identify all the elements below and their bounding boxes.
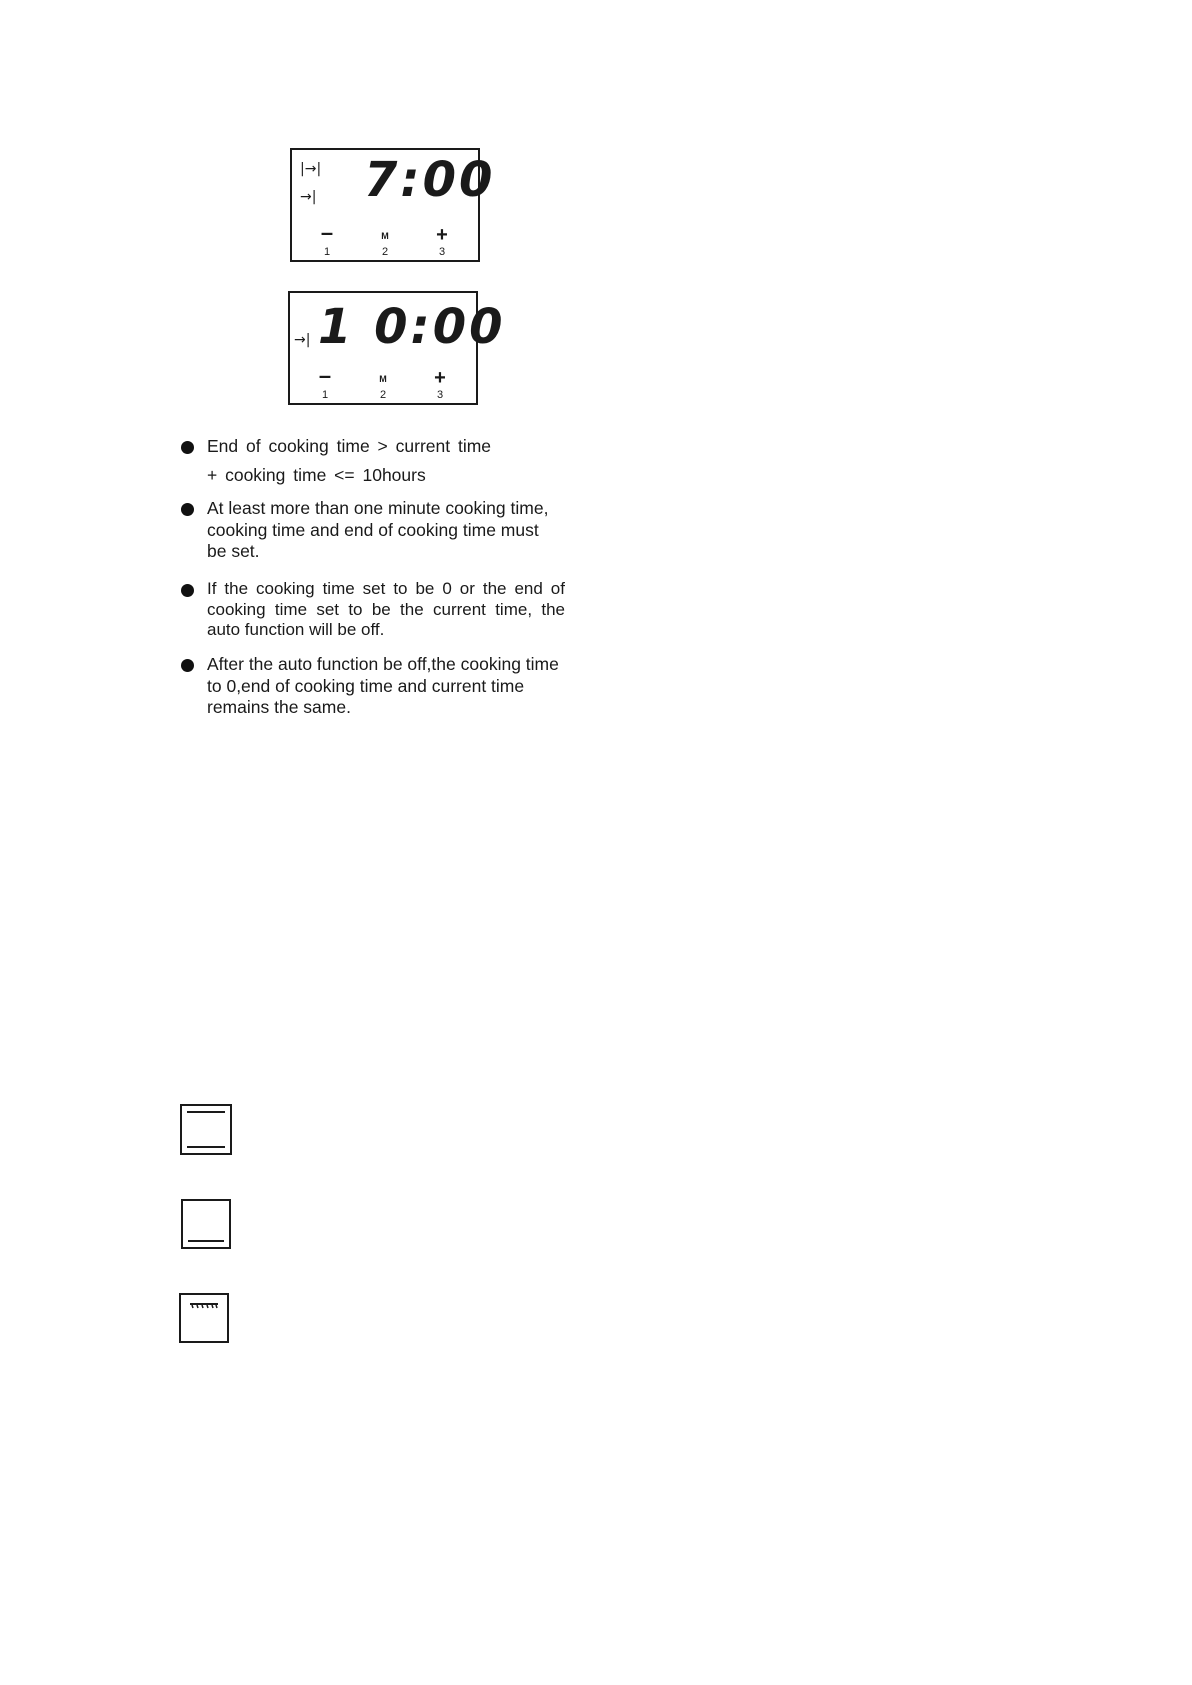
mode-button[interactable] <box>370 371 396 401</box>
plus-icon: + <box>436 224 448 246</box>
plus-icon: + <box>434 367 446 389</box>
grill-element-line <box>181 1295 227 1341</box>
mode-icon: M <box>381 231 389 241</box>
mode-icon: M <box>379 374 387 384</box>
top-bottom-heat-icon <box>180 1104 232 1155</box>
minus-icon: – <box>320 220 334 245</box>
top-element-line <box>187 1111 225 1113</box>
bullet-icon <box>181 503 194 516</box>
button-number: 2 <box>381 246 389 258</box>
minus-button[interactable] <box>312 363 338 401</box>
display-panel-end-time-set <box>288 291 506 405</box>
mode-button[interactable] <box>372 228 398 258</box>
note-text: + cooking time <= 10hours <box>207 465 426 485</box>
bottom-heat-icon <box>181 1199 231 1249</box>
button-number: 3 <box>436 389 444 401</box>
button-number: 1 <box>323 246 331 258</box>
bullet-icon <box>181 584 194 597</box>
end-time-indicator-icon: →| <box>294 332 311 348</box>
bullet-icon <box>181 441 194 454</box>
time-display: 1 0:00 <box>318 299 506 355</box>
note-text: If the cooking time set to be 0 or the end of cooking time set to be the current time, the auto function will be off. <box>207 579 565 639</box>
plus-button[interactable] <box>427 367 453 401</box>
time-display: 7:00 <box>364 152 496 208</box>
note-text: After the auto function be off,the cooking time to 0,end of cooking time and current time remains the same. <box>207 654 559 717</box>
note-text: End of cooking time > current time <box>207 436 492 456</box>
plus-button[interactable] <box>429 224 455 258</box>
bottom-element-line <box>187 1146 225 1148</box>
bottom-element-line <box>188 1240 224 1242</box>
button-number: 2 <box>379 389 387 401</box>
minus-icon: – <box>318 363 332 388</box>
end-time-indicator-icon: →| <box>300 189 317 205</box>
bullet-icon <box>181 659 194 672</box>
cooking-duration-indicator-icon: |→| <box>300 161 322 177</box>
display-panel-end-time <box>290 148 496 262</box>
minus-button[interactable] <box>314 220 340 258</box>
button-number: 1 <box>321 389 329 401</box>
note-text: At least more than one minute cooking time, cooking time and end of cooking time must be set. <box>207 498 549 561</box>
button-number: 3 <box>438 246 446 258</box>
grill-icon <box>179 1293 229 1343</box>
